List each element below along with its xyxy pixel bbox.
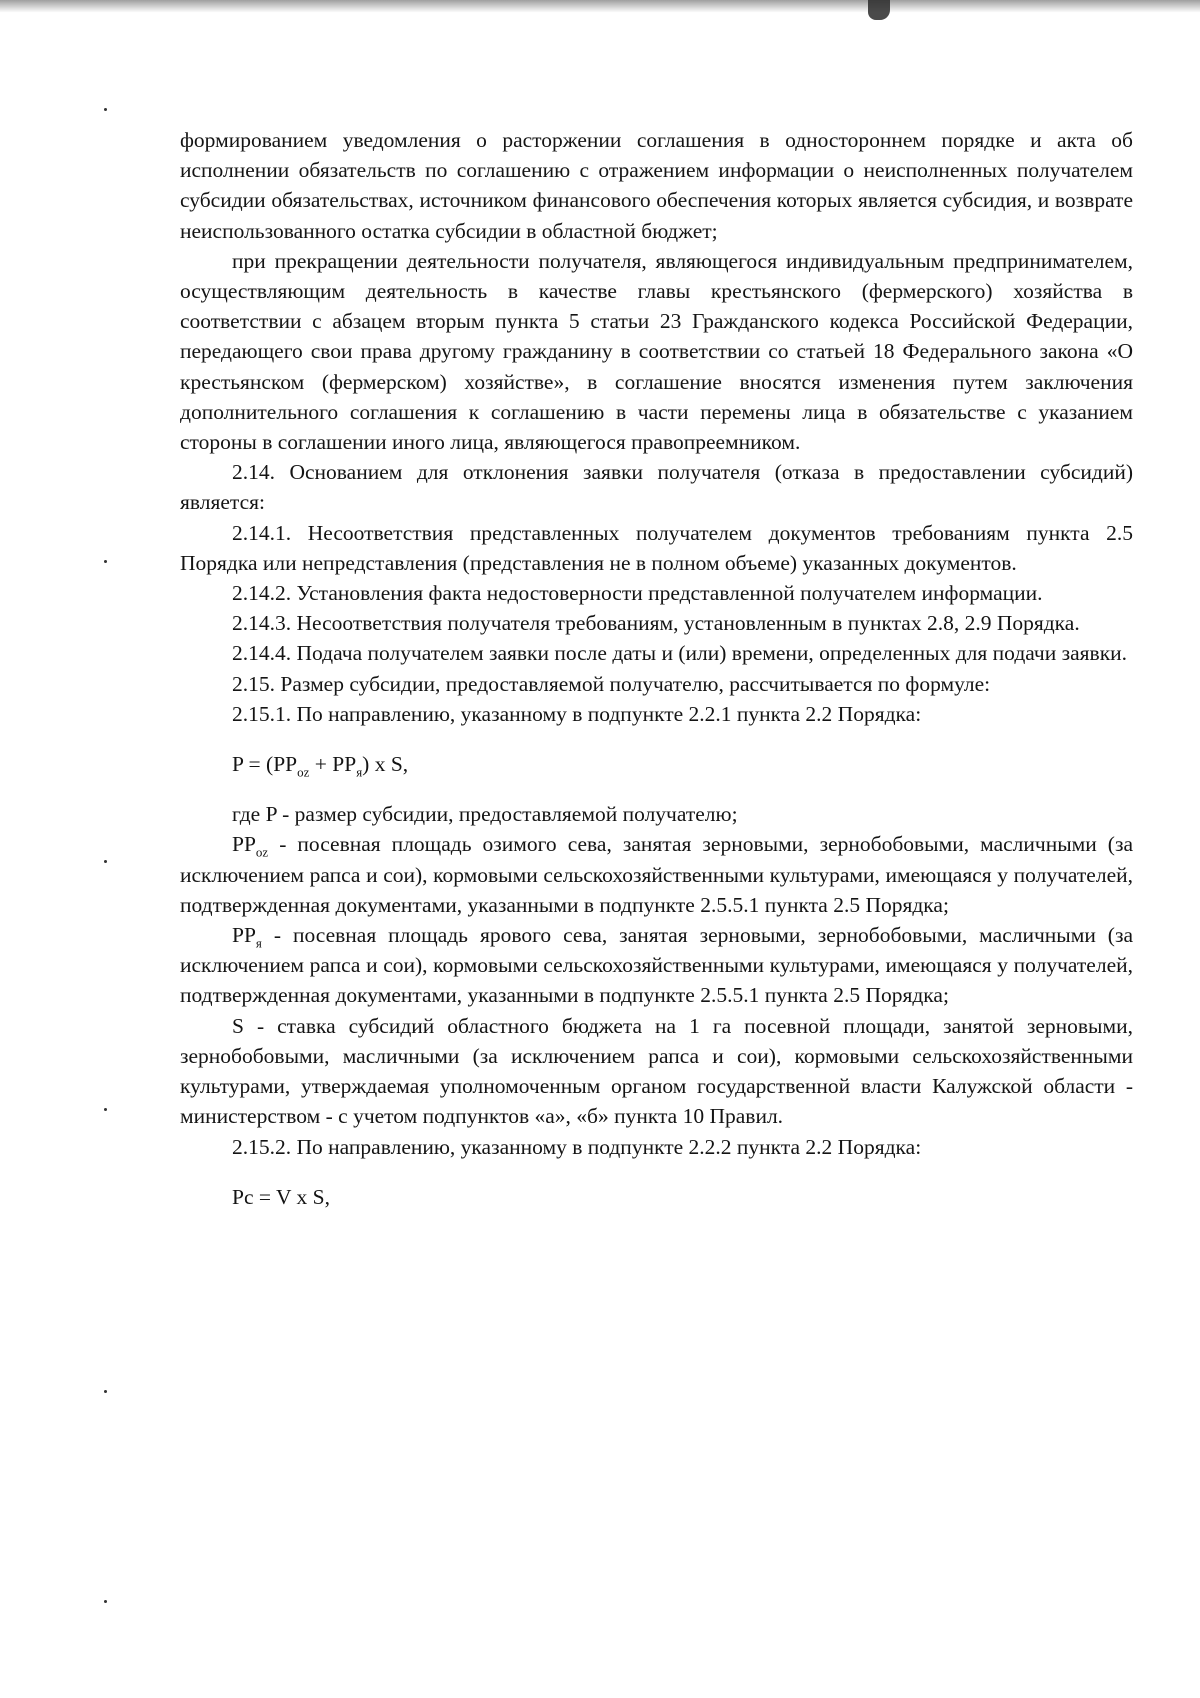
clause-2-15-2: 2.15.2. По направлению, указанному в подпункте 2.2.2 пункта 2.2 Порядка: xyxy=(232,1134,922,1159)
paragraph-continuation: формированием уведомления о расторжении соглашения в одностороннем порядке и акта об исполнении обязательств по соглашению с отражением информации о неисполненных получателем субсидии обязательствах, источником финансового обеспечения которых является субсидия, и возврате неиспользованного остатка субсидии в областной бюджет; xyxy=(180,128,1133,243)
document-body xyxy=(180,125,1133,1232)
scan-top-edge-shadow xyxy=(0,0,1200,18)
scan-speck xyxy=(104,560,107,563)
clause-2-14-1: 2.14.1. Несоответствия представленных получателем документов требованиям пункта 2.5 Порядка или непредставления (представления не в полном объеме) указанных документов. xyxy=(180,520,1133,575)
clause-2-14-4: 2.14.4. Подача получателем заявки после даты и (или) времени, определенных для подачи заявки. xyxy=(232,641,1128,666)
scan-speck xyxy=(104,108,107,111)
definition-s: S - ставка субсидий областного бюджета на 1 га посевной площади, занятой зерновыми, зернобобовыми, масличными (за исключением рапса и сои), кормовыми сельскохозяйственными культурами, утверждаемая уполномоченным органом государственной власти Калужской области - министерством - с учетом подпунктов «а», «б» пункта 10 Правил. xyxy=(180,1013,1133,1129)
formula-part: + PP xyxy=(309,752,357,777)
scan-speck xyxy=(104,860,107,863)
clause-2-15: 2.15. Размер субсидии, предоставляемой получателю, рассчитывается по формуле: xyxy=(232,671,991,696)
paragraph-termination-of-activity: при прекращении деятельности получателя, являющегося индивидуальным предпринимателем, осуществляющим деятельность в качестве главы крестьянского (фермерского) хозяйства в соответствии с абзацем вторым пункта 5 статьи 23 Гражданского кодекса Российской Федерации, передающего свои права другому гражданину в соответствии со статьей 18 Федерального закона «О крестьянском (фермерском) хозяйстве», в соглашение вносятся изменения путем заключения дополнительного соглашения к соглашению в части перемены лица в обязательстве с указанием стороны в соглашении иного лица, являющегося правопреемником. xyxy=(180,248,1133,455)
definition-pp-oz xyxy=(180,829,1133,920)
definition-p: где P - размер субсидии, предоставляемой получателю; xyxy=(232,802,738,827)
scan-ink-blot xyxy=(868,0,890,20)
scan-speck xyxy=(104,1390,107,1393)
formula-subscript: oz xyxy=(297,764,310,780)
formula-pc: Pc = V x S, xyxy=(232,1184,330,1209)
definition-text: - посевная площадь ярового сева, занятая зерновыми, зернобобовыми, масличными (за исключением рапса и сои), кормовыми сельскохозяйственными культурами, имеющаяся у получателей, подтвержденная документами, указанными в подпункте 2.5.5.1 пункта 2.5 Порядка; xyxy=(180,923,1133,1008)
clause-2-14: 2.14. Основанием для отклонения заявки получателя (отказа в предоставлении субсидий) является: xyxy=(180,460,1133,515)
definition-text: - посевная площадь озимого сева, занятая зерновыми, зернобобовыми, масличными (за исключением рапса и сои), кормовыми сельскохозяйственными культурами, имеющаяся у получателей, подтвержденная документами, указанными в подпункте 2.5.5.1 пункта 2.5 Порядка; xyxy=(180,832,1133,917)
definition-pp-ya xyxy=(180,920,1133,1011)
symbol-subscript: oz xyxy=(255,844,269,860)
symbol: PP xyxy=(232,832,256,857)
formula-subscript: я xyxy=(356,764,363,780)
formula-subsidy-size xyxy=(180,749,1133,779)
clause-2-14-2: 2.14.2. Установления факта недостоверности представленной получателем информации. xyxy=(232,581,1043,606)
formula-part: ) x S, xyxy=(362,752,409,777)
scan-speck xyxy=(104,1108,107,1111)
clause-2-14-3: 2.14.3. Несоответствия получателя требованиям, установленным в пунктах 2.8, 2.9 Порядка. xyxy=(232,611,1080,636)
symbol: PP xyxy=(232,923,256,948)
symbol-subscript: я xyxy=(255,935,262,951)
clause-2-15-1: 2.15.1. По направлению, указанному в подпункте 2.2.1 пункта 2.2 Порядка: xyxy=(232,701,922,726)
scan-speck xyxy=(104,1600,107,1603)
formula-part: P = (PP xyxy=(232,752,298,777)
